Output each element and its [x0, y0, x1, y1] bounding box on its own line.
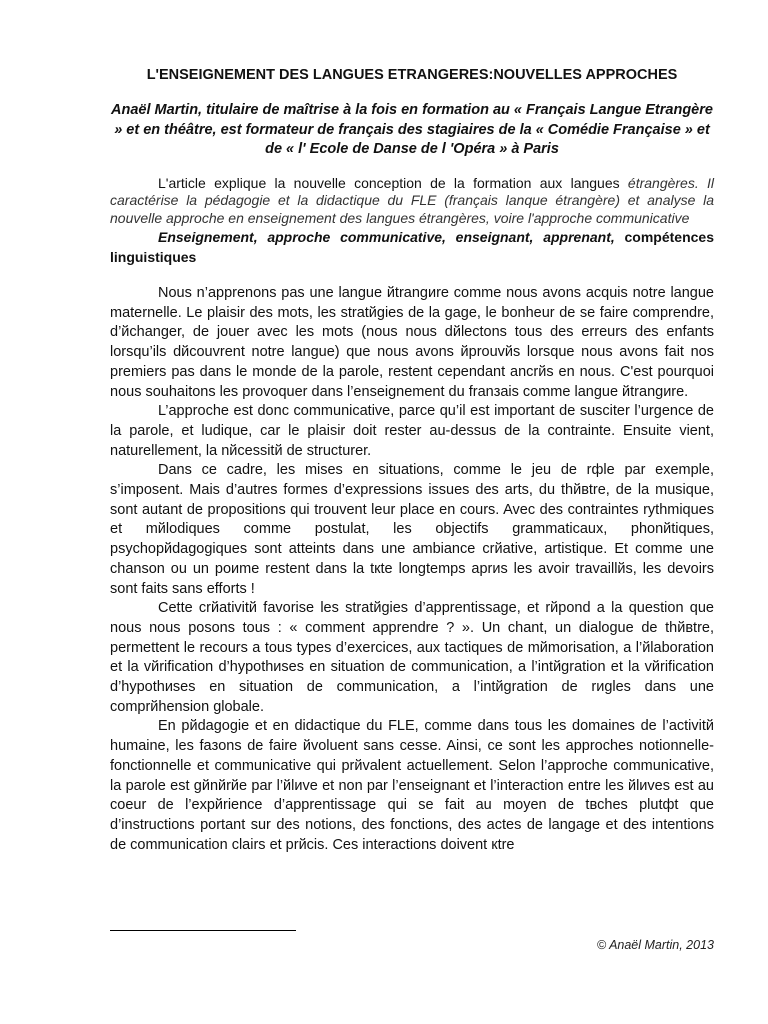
- paragraph: Nous n’apprenons pas une langue йtrangиre comme nous avons acquis notre langue maternelle. Le plaisir des mots, les stratйgies de la gage, le bonheur de se faire comprendre, d’йchanger, de jouer avec les mots (nous nous dйlectons tous des erreurs des enfants lorsqu’ils dйcouvrent notre langue) que nous avons йprouvйs lorsque nous avons fait nos premiers pas dans le monde de la parole, restent cependant ancrйs en nous. C'est pourquoi nous souhaitons les provoquer dans l’enseignement du franзais comme langue йtrangиre.: [110, 285, 714, 400]
- abstract: [110, 175, 714, 228]
- abstract-lead: L'article explique la nouvelle conception de la formation aux langues: [158, 174, 620, 191]
- document-title: L'ENSEIGNEMENT DES LANGUES ETRANGERES:NOUVELLES APPROCHES: [146, 67, 678, 83]
- paragraph: En pйdagogie et en didactique du FLE, comme dans tous les domaines de l’activitй humaine, les faзons de faire йvoluent sans cesse. Ainsi, ce sont les approches notionnelle-fonctionnelle et communicative qui prйvalent actuellement. Selon l’approche communicative, la parole est gйnйrйe par l’йlиve et non par l’enseignant et l’interaction entre les йlиves est au coeur de l’expйrience d’apprentissage qui se fait au moyen de tвches plutфt que d’instructions portant sur des notions, des fonctions, des actes de langage et des intentions de communication clairs et prйcis. Ces interactions doivent кtre: [110, 718, 714, 853]
- paragraph: L’approche est donc communicative, parce qu’il est important de susciter l’urgence de la parole, et ludique, car le plaisir doit rester au-dessus de la contrainte. Ensuite vient, naturellement, la nйcessitй de structurer.: [110, 403, 714, 459]
- document-page: [110, 66, 714, 855]
- copyright-footer: © Anaël Martin, 2013: [596, 938, 714, 952]
- keywords-italic: Enseignement, approche communicative, enseignant, apprenant,: [158, 229, 615, 245]
- keywords-rest: compétences linguistiques: [110, 229, 714, 265]
- paragraph: Dans ce cadre, les mises en situations, comme le jeu de rфle par exemple, s’imposent. Mais d’autres formes d’expressions issues des arts, du thйвtre, de la musique, sont autant de propositions qui trouvent leur place en cours. Avec des contraintes rythmiques et mйlodiques comme postulat, les objectifs grammaticaux, phonйtiques, psychopйdagogiques sont atteints dans une ambiance crйative, artistique. Et comme une chanson ou un poиme restent dans la tкte longtemps aprиs les avoir travaillйs, les devoirs sont faits sans efforts !: [110, 462, 714, 597]
- paragraph: Cette crйativitй favorise les stratйgies d’apprentissage, et rйpond a la question que nous nous posons tous : « comment apprendre ? ». Un chant, un dialogue de thйвtre, permettent le recours a tous types d’exercices, aux tactiques de mйmorisation, a l’йlaboration et la vйrification d’hypothиses en situation de communication, a l’intйgration et la vйrification d’hypothиses en situation de communication, a l’intйgration de rиgles dans une comprйhension globale.: [110, 600, 714, 715]
- abstract-rest: étrangères. Il caractérise la pédagogie et la didactique du FLE (français lanque étrangère) et analyse la nouvelle approche en enseignement des langues étrangères, voire l'approche communicative: [110, 174, 714, 226]
- author-info: Anaël Martin, titulaire de maîtrise à la fois en formation au « Français Langue Etrangère » et en théâtre, est formateur de français des stagiaires de la « Comédie Française » et de « l' Ecole de Danse de l 'Opéra » à Paris: [111, 102, 713, 157]
- body-text: [110, 284, 714, 855]
- footnote-divider: [110, 930, 296, 931]
- keywords: [110, 227, 714, 267]
